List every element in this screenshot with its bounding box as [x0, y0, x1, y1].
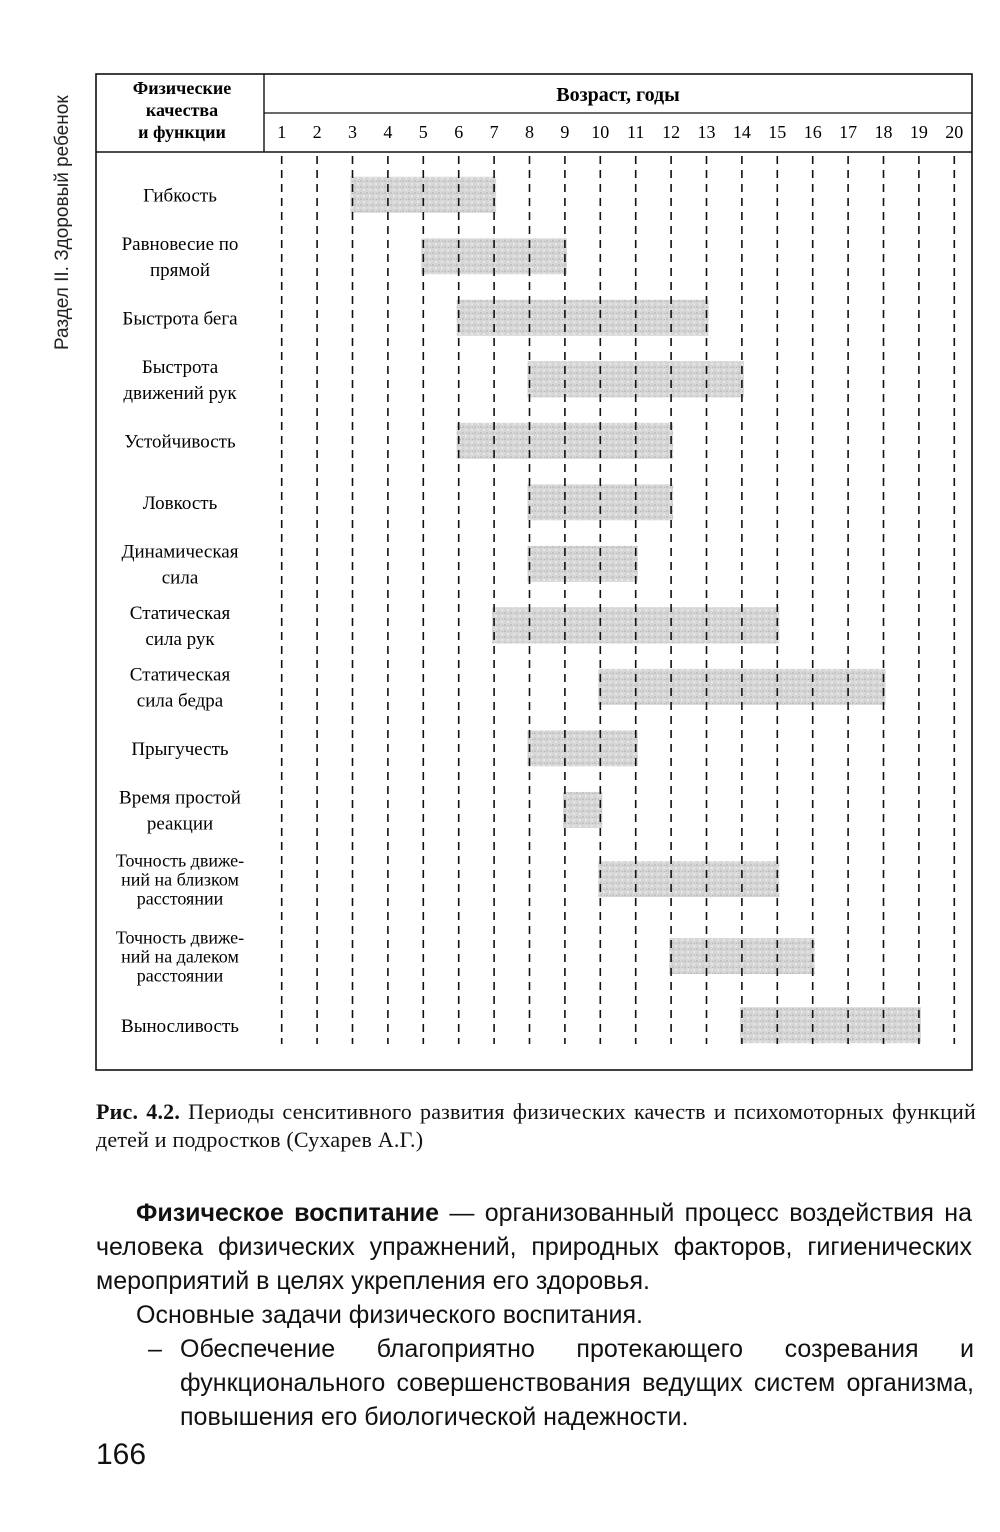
row-label: Точность движе-: [115, 927, 245, 948]
age-tick-labels: [277, 122, 963, 142]
list-dash: –: [148, 1335, 162, 1363]
age-label: 9: [560, 122, 570, 142]
row-label: Статическая: [129, 664, 231, 686]
row-label: сила рук: [145, 629, 215, 651]
age-label: 17: [839, 122, 858, 142]
row-label: Быстрота бега: [122, 308, 238, 330]
row-label: расстоянии: [136, 888, 224, 909]
row-labels: [116, 185, 244, 1036]
header-age: Возраст, годы: [556, 84, 680, 106]
row-label: ний на далеком: [121, 946, 239, 967]
sensitive-period-bar: [563, 792, 602, 828]
paragraph-tasks-heading: Основные задачи физического воспитания.: [136, 1301, 643, 1329]
row-label: Гибкость: [143, 185, 217, 207]
sensitive-period-bar: [740, 1007, 921, 1043]
row-label: Устойчивость: [124, 431, 236, 453]
header-functions-line3: и функции: [138, 122, 226, 142]
sensitive-period-bar: [528, 484, 674, 520]
row-label: Ловкость: [142, 492, 218, 514]
term-physical-education: Физическое воспитание: [136, 1199, 440, 1227]
age-label: 18: [874, 122, 893, 142]
age-grid-lines: [282, 156, 955, 1044]
age-label: 14: [732, 122, 751, 142]
row-label: расстоянии: [136, 965, 224, 986]
header-functions-line1: Физические: [132, 78, 232, 98]
list-item: [148, 1332, 974, 1434]
header-functions-line2: качества: [145, 100, 219, 120]
sensitive-period-bar: [351, 177, 497, 213]
age-label: 11: [627, 122, 645, 142]
age-label: 7: [489, 122, 499, 142]
age-label: 2: [312, 122, 322, 142]
age-label: 15: [768, 122, 787, 142]
age-label: 4: [383, 122, 393, 142]
caption-text: Периоды сенситивного развития физических качеств и психомоторных функций детей и подростков (Сухарев А.Г.): [96, 1099, 976, 1152]
section-running-title: Раздел II. Здоровый ребенок: [52, 95, 73, 350]
row-label: Динамическая: [121, 541, 239, 563]
row-label: Равновесие по: [121, 233, 239, 255]
caption-label: Рис. 4.2.: [96, 1099, 181, 1124]
page-number: 166: [96, 1438, 147, 1471]
sensitive-period-bar: [528, 730, 638, 766]
row-label: Выносливость: [121, 1015, 239, 1037]
sensitive-period-bar: [598, 861, 779, 897]
age-label: 20: [945, 122, 964, 142]
row-label: Быстрота: [141, 356, 219, 378]
age-label: 1: [277, 122, 287, 142]
list-item-text: Обеспечение благоприятно протекающего созревания и функционального совершенствования ведущих систем организма, повышения его биологической надежности.: [180, 1335, 974, 1431]
row-label: движений рук: [123, 382, 237, 404]
age-label: 12: [662, 122, 681, 142]
age-label: 3: [348, 122, 357, 142]
age-label: 16: [803, 122, 822, 142]
age-label: 10: [591, 122, 610, 142]
row-label: Статическая: [129, 603, 231, 625]
figure-caption: [96, 1098, 976, 1154]
age-label: 8: [525, 122, 534, 142]
row-label: Точность движе-: [115, 850, 245, 871]
definition-text: — организованный процесс воздействия на человека физических упражнений, природных факторов, гигиенических мероприятий в целях укрепления его здоровья.: [96, 1199, 973, 1295]
sensitive-period-bar: [528, 546, 638, 582]
row-label: Прыгучесть: [131, 739, 229, 761]
row-label: сила бедра: [136, 690, 224, 712]
row-label: ний на близком: [121, 869, 239, 890]
age-label: 13: [697, 122, 716, 142]
row-label: сила: [161, 567, 199, 589]
age-label: 6: [454, 122, 464, 142]
row-label: прямой: [149, 259, 211, 281]
age-label: 19: [909, 122, 928, 142]
row-label: Время простой: [119, 787, 241, 809]
paragraph-definition: [96, 1196, 972, 1298]
age-label: 5: [418, 122, 428, 142]
row-label: реакции: [146, 813, 214, 835]
